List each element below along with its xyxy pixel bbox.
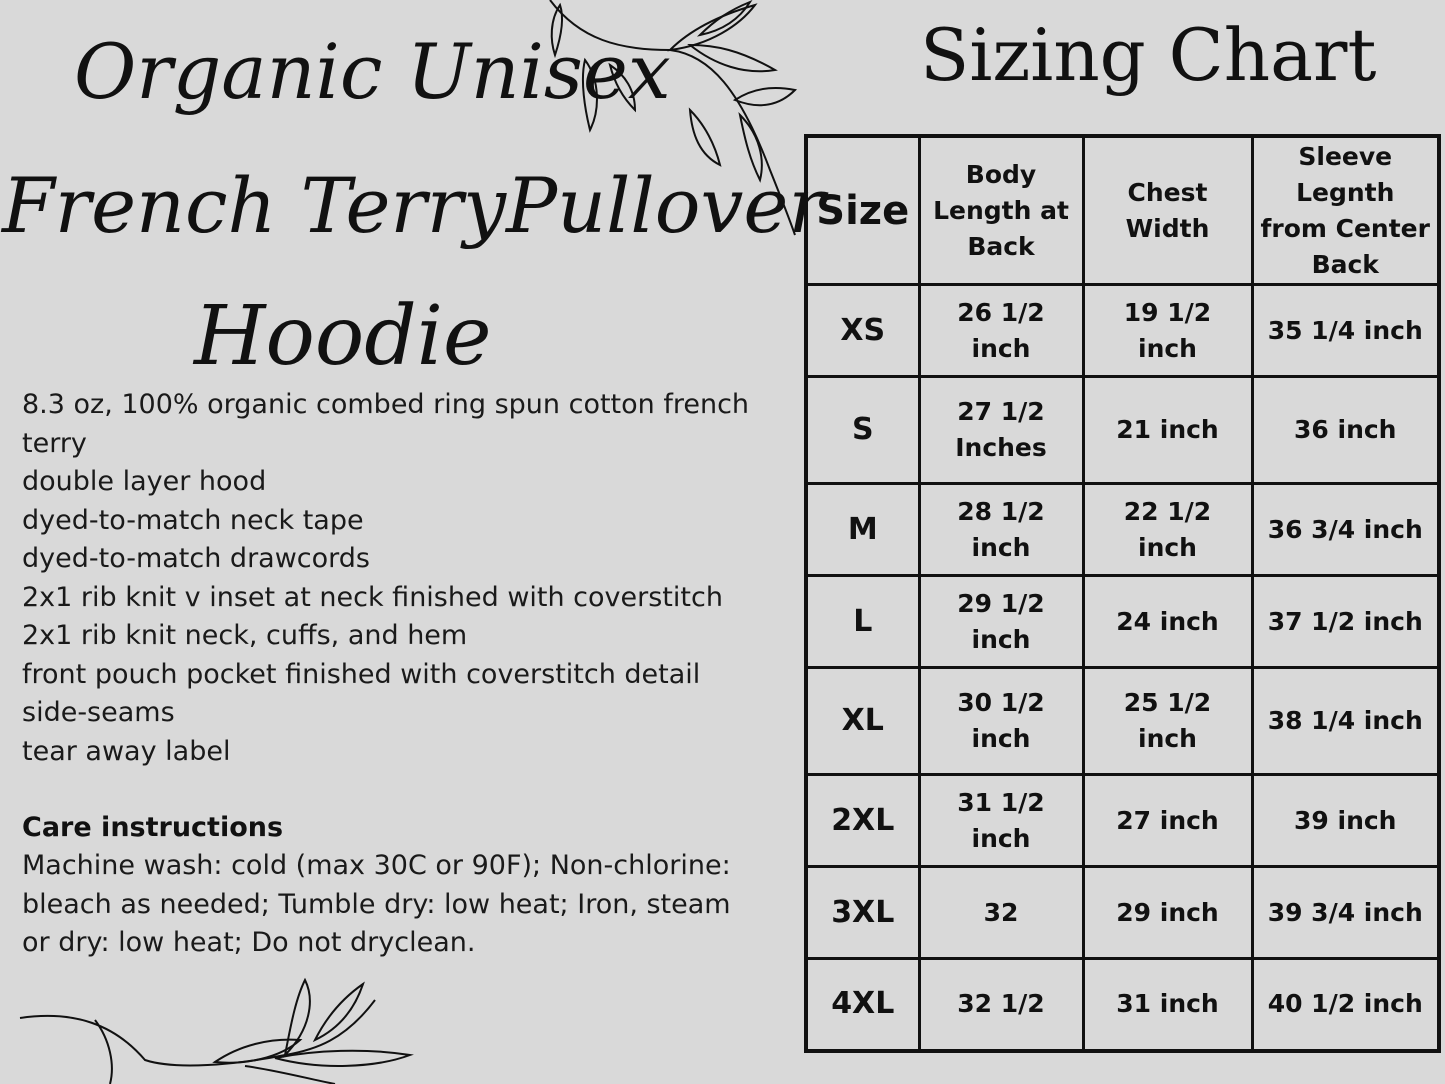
feature-list	[22, 386, 762, 771]
feature-item: double layer hood	[22, 466, 267, 497]
column-header-body-length: Body Length at Back	[919, 136, 1083, 285]
care-heading: Care instructions	[22, 812, 284, 843]
body-length-cell: 31 1/2 inch	[919, 775, 1083, 867]
sleeve-length-cell: 38 1/4 inch	[1252, 668, 1439, 775]
sleeve-length-cell: 39 inch	[1252, 775, 1439, 867]
sizing-table	[804, 134, 1441, 1053]
feature-item: 2x1 rib knit v inset at neck finished with coverstitch	[22, 581, 723, 613]
column-header-chest-width: Chest Width	[1083, 136, 1252, 285]
feature-item: 8.3 oz, 100% organic combed ring spun cotton french terry	[22, 389, 750, 459]
size-cell: XL	[806, 668, 919, 775]
care-instructions-text: Machine wash: cold (max 30C or 90F); Non-chlorine: bleach as needed; Tumble dry: low heat; Iron, steam or dry: low heat; Do not dryclean.	[22, 850, 731, 958]
body-length-cell: 29 1/2 inch	[919, 576, 1083, 668]
table-row	[806, 959, 1439, 1051]
table-row	[806, 668, 1439, 775]
feature-item: tear away label	[22, 735, 231, 767]
chest-width-cell: 19 1/2 inch	[1083, 285, 1252, 377]
product-title-line-1: Organic Unisex	[74, 27, 671, 116]
sleeve-length-cell: 35 1/4 inch	[1252, 285, 1439, 377]
table-row	[806, 576, 1439, 668]
chest-width-cell: 31 inch	[1083, 959, 1252, 1051]
table-row	[806, 484, 1439, 576]
body-length-cell: 30 1/2 inch	[919, 668, 1083, 775]
chest-width-cell: 22 1/2 inch	[1083, 484, 1252, 576]
body-length-cell: 26 1/2 inch	[919, 285, 1083, 377]
leafy-vine-bottom-icon	[15, 970, 415, 1084]
chest-width-cell: 27 inch	[1083, 775, 1252, 867]
table-row	[806, 285, 1439, 377]
feature-item: front pouch pocket finished with coverstitch detail	[22, 658, 701, 690]
table-row	[806, 867, 1439, 959]
body-length-cell: 28 1/2 inch	[919, 484, 1083, 576]
sleeve-length-cell: 36 inch	[1252, 377, 1439, 484]
column-header-size: Size	[806, 136, 919, 285]
feature-item: dyed-to-match drawcords	[22, 543, 370, 574]
body-length-cell: 27 1/2 Inches	[919, 377, 1083, 484]
chest-width-cell: 29 inch	[1083, 867, 1252, 959]
chest-width-cell: 24 inch	[1083, 576, 1252, 668]
sleeve-length-cell: 40 1/2 inch	[1252, 959, 1439, 1051]
table-row	[806, 377, 1439, 484]
size-cell: M	[806, 484, 919, 576]
product-title-line-2: French TerryPullover	[2, 161, 825, 250]
size-cell: XS	[806, 285, 919, 377]
sleeve-length-cell: 36 3/4 inch	[1252, 484, 1439, 576]
feature-item: side-seams	[22, 697, 175, 728]
feature-item: 2x1 rib knit neck, cuffs, and hem	[22, 620, 468, 651]
body-length-cell: 32 1/2	[919, 959, 1083, 1051]
size-cell: 3XL	[806, 867, 919, 959]
product-title-line-3: Hoodie	[194, 289, 492, 384]
sizing-chart-title: Sizing Chart	[920, 13, 1377, 97]
chest-width-cell: 21 inch	[1083, 377, 1252, 484]
column-header-sleeve-length: Sleeve Legnth from Center Back	[1252, 136, 1439, 285]
size-cell: 4XL	[806, 959, 919, 1051]
sleeve-length-cell: 39 3/4 inch	[1252, 867, 1439, 959]
size-cell: 2XL	[806, 775, 919, 867]
size-cell: L	[806, 576, 919, 668]
chest-width-cell: 25 1/2 inch	[1083, 668, 1252, 775]
body-length-cell: 32	[919, 867, 1083, 959]
table-row	[806, 775, 1439, 867]
sleeve-length-cell: 37 1/2 inch	[1252, 576, 1439, 668]
size-cell: S	[806, 377, 919, 484]
table-header-row	[806, 136, 1439, 285]
feature-item: dyed-to-match neck tape	[22, 504, 364, 536]
leafy-vine-top-icon	[540, 0, 800, 240]
